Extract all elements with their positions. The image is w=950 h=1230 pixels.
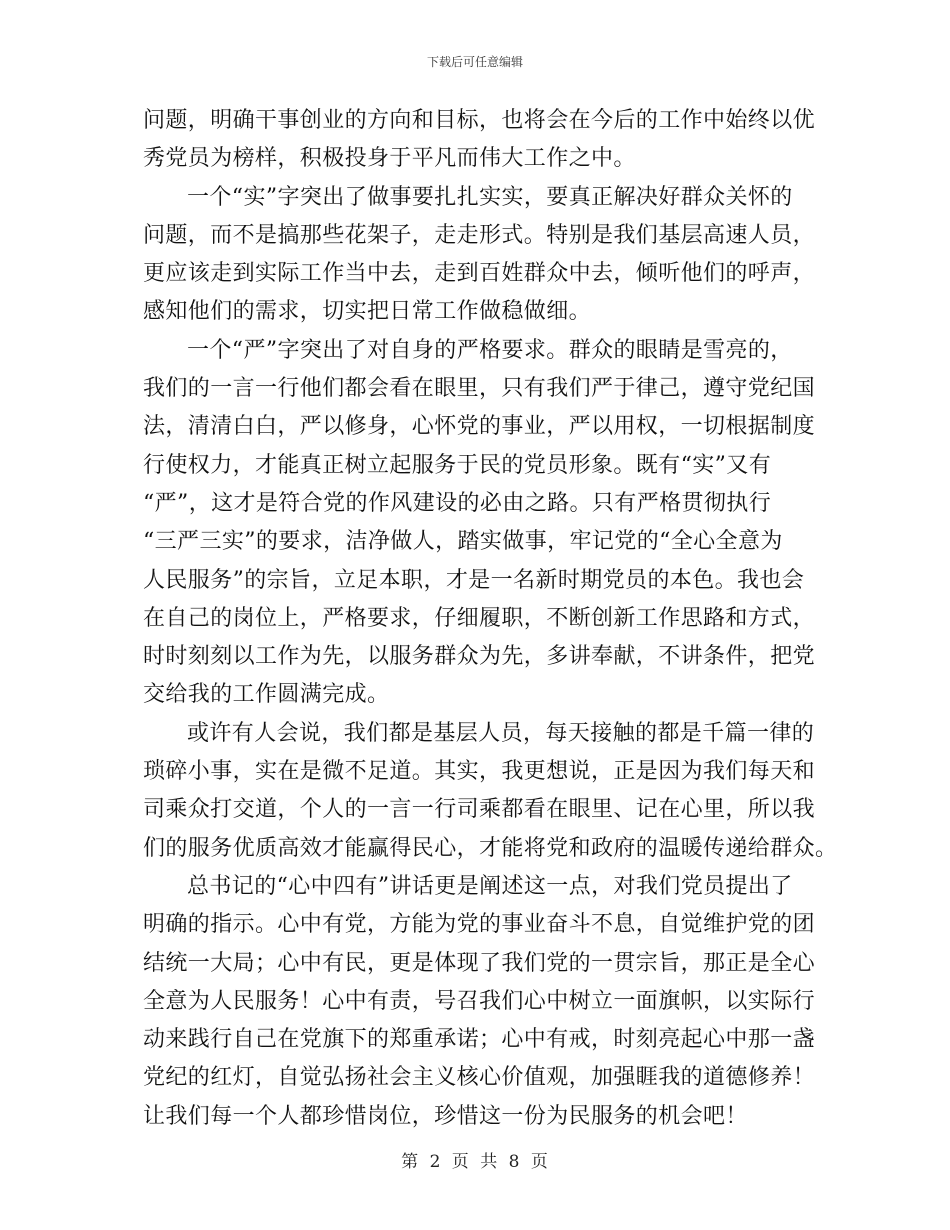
text-line: 结统一大局；心中有民，更是体现了我们党的一贯宗旨，那正是全心 [143,950,816,976]
text-line: 交给我的工作圆满完成。 [143,682,390,708]
text-line: 问题，明确干事创业的方向和目标，也将会在今后的工作中始终以优 [143,108,816,133]
text-line: 我们的一言一行他们都会看在眼里，只有我们严于律己，遵守党纪国 [143,376,816,402]
text-line: 人民服务”的宗旨，立足本职，才是一名新时期党员的本色。我也会 [143,567,805,593]
text-line: 让我们每一个人都珍惜岗位，珍惜这一份为民服务的机会吧！ [143,1103,748,1129]
text-line: 在自己的岗位上，严格要求，仔细履职，不断创新工作思路和方式， [143,605,816,631]
text-line: “严”，这才是符合党的作风建设的必由之路。只有严格贯彻执行 [143,490,772,516]
document-body [143,102,838,1136]
text-line: 法，清清白白，严以修身，心怀党的事业，严以用权，一切根据制度 [143,414,816,440]
text-line: 秀党员为榜样，积极投身于平凡而伟大工作之中。 [143,146,636,172]
text-line: 更应该走到实际工作当中去，走到百姓群众中去，倾听他们的呼声， [143,261,816,287]
text-line: 党纪的红灯，自觉弘扬社会主义核心价值观，加强睚我的道德修养！ [143,1065,816,1091]
page-header: 下载后可任意编辑 [426,55,523,69]
text-line: 全意为人民服务！心中有责，号召我们心中树立一面旗帜，以实际行 [143,988,816,1014]
text-line: 一个“实”字突出了做事要扎扎实实，要真正解决好群众关怀的 [187,184,793,210]
text-line: 动来践行自己在党旗下的郑重承诺；心中有戒，时刻亮起心中那一盏 [143,1027,816,1053]
text-line: 时时刻刻以工作为先，以服务群众为先，多讲奉献，不讲条件，把党 [143,644,816,670]
text-line: “三严三实”的要求，洁净做人，踏实做事，牢记党的“全心全意为 [143,529,783,555]
text-line: 们的服务优质高效才能赢得民心，才能将党和政府的温暖传递给群众。 [143,835,838,861]
text-line: 或许有人会说，我们都是基层人员，每天接触的都是千篇一律的 [187,720,815,746]
text-line: 明确的指示。心中有党，方能为党的事业奋斗不息，自觉维护党的团 [143,912,816,938]
text-line: 总书记的“心中四有”讲话更是阐述这一点，对我们党员提出了 [187,873,793,899]
text-line: 琐碎小事，实在是微不足道。其实，我更想说，正是因为我们每天和 [143,759,816,785]
text-line: 行使权力，才能真正树立起服务于民的党员形象。既有“实”又有 [143,452,772,478]
text-line: 感知他们的需求，切实把日常工作做稳做细。 [143,299,592,325]
text-line: 一个“严”字突出了对自身的严格要求。群众的眼睛是雪亮的， [187,337,793,363]
page-number: 第 2 页 共 8 页 [401,1152,549,1172]
text-line: 司乘众打交道，个人的一言一行司乘都看在眼里、记在心里，所以我 [143,797,816,823]
text-line: 问题，而不是搞那些花架子，走走形式。特别是我们基层高速人员， [143,222,816,248]
